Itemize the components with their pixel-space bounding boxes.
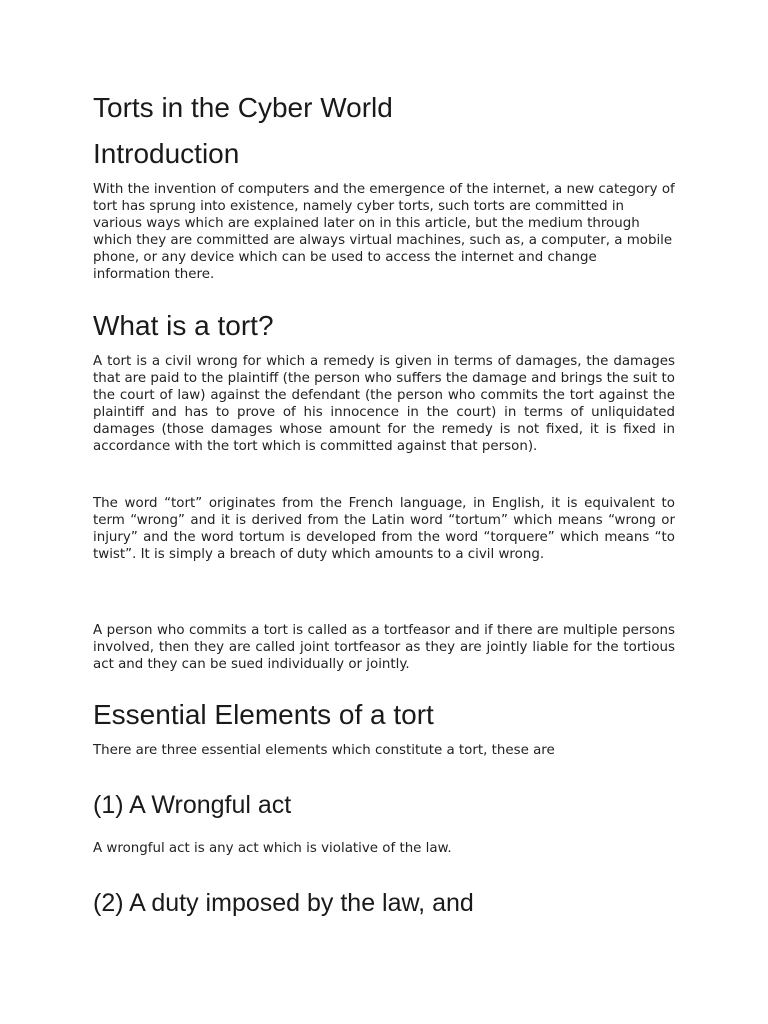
wrongful-act-paragraph: A wrongful act is any act which is violative of the law. <box>93 841 452 856</box>
section-heading-essential-elements: Essential Elements of a tort <box>93 699 434 730</box>
tort-definition-paragraph: A tort is a civil wrong for which a remedy is given in terms of damages, the damages that are paid to the plaintiff (the person who suffers the damage and brings the suit to the court of law) against the defendant (the person who commits the tort against the plaintiff and has to prove of his innocence in the court) in terms of unliquidated damages (those damages whose amount for the remedy is not fixed, it is fixed in accordance with the tort which is committed against that person). <box>93 354 675 455</box>
section-heading-what-is-a-tort: What is a tort? <box>93 310 274 341</box>
essential-elements-intro: There are three essential elements which constitute a tort, these are <box>93 743 555 758</box>
introduction-paragraph: With the invention of computers and the emergence of the internet, a new category of tort has sprung into existence, namely cyber torts, such torts are committed in various ways which are explained later on in this article, but the medium through which they are committed are always virtual machines, such as, a computer, a mobile phone, or any device which can be used to access the internet and change information there. <box>93 182 675 283</box>
document-title: Torts in the Cyber World <box>93 92 393 123</box>
section-heading-introduction: Introduction <box>93 138 240 169</box>
subsection-heading-duty-imposed: (2) A duty imposed by the law, and <box>93 889 474 917</box>
tort-etymology-paragraph: The word “tort” originates from the French language, in English, it is equivalent to term “wrong” and it is derived from the Latin word “tortum” which means “wrong or injury” and the word tortum is developed from the word “torquere” which means “to twist”. It is simply a breach of duty which amounts to a civil wrong. <box>93 496 675 563</box>
subsection-heading-wrongful-act: (1) A Wrongful act <box>93 791 292 819</box>
tortfeasor-paragraph: A person who commits a tort is called as a tortfeasor and if there are multiple persons involved, then they are called joint tortfeasor as they are jointly liable for the tortious act and they can be sued individually or jointly. <box>93 623 675 673</box>
